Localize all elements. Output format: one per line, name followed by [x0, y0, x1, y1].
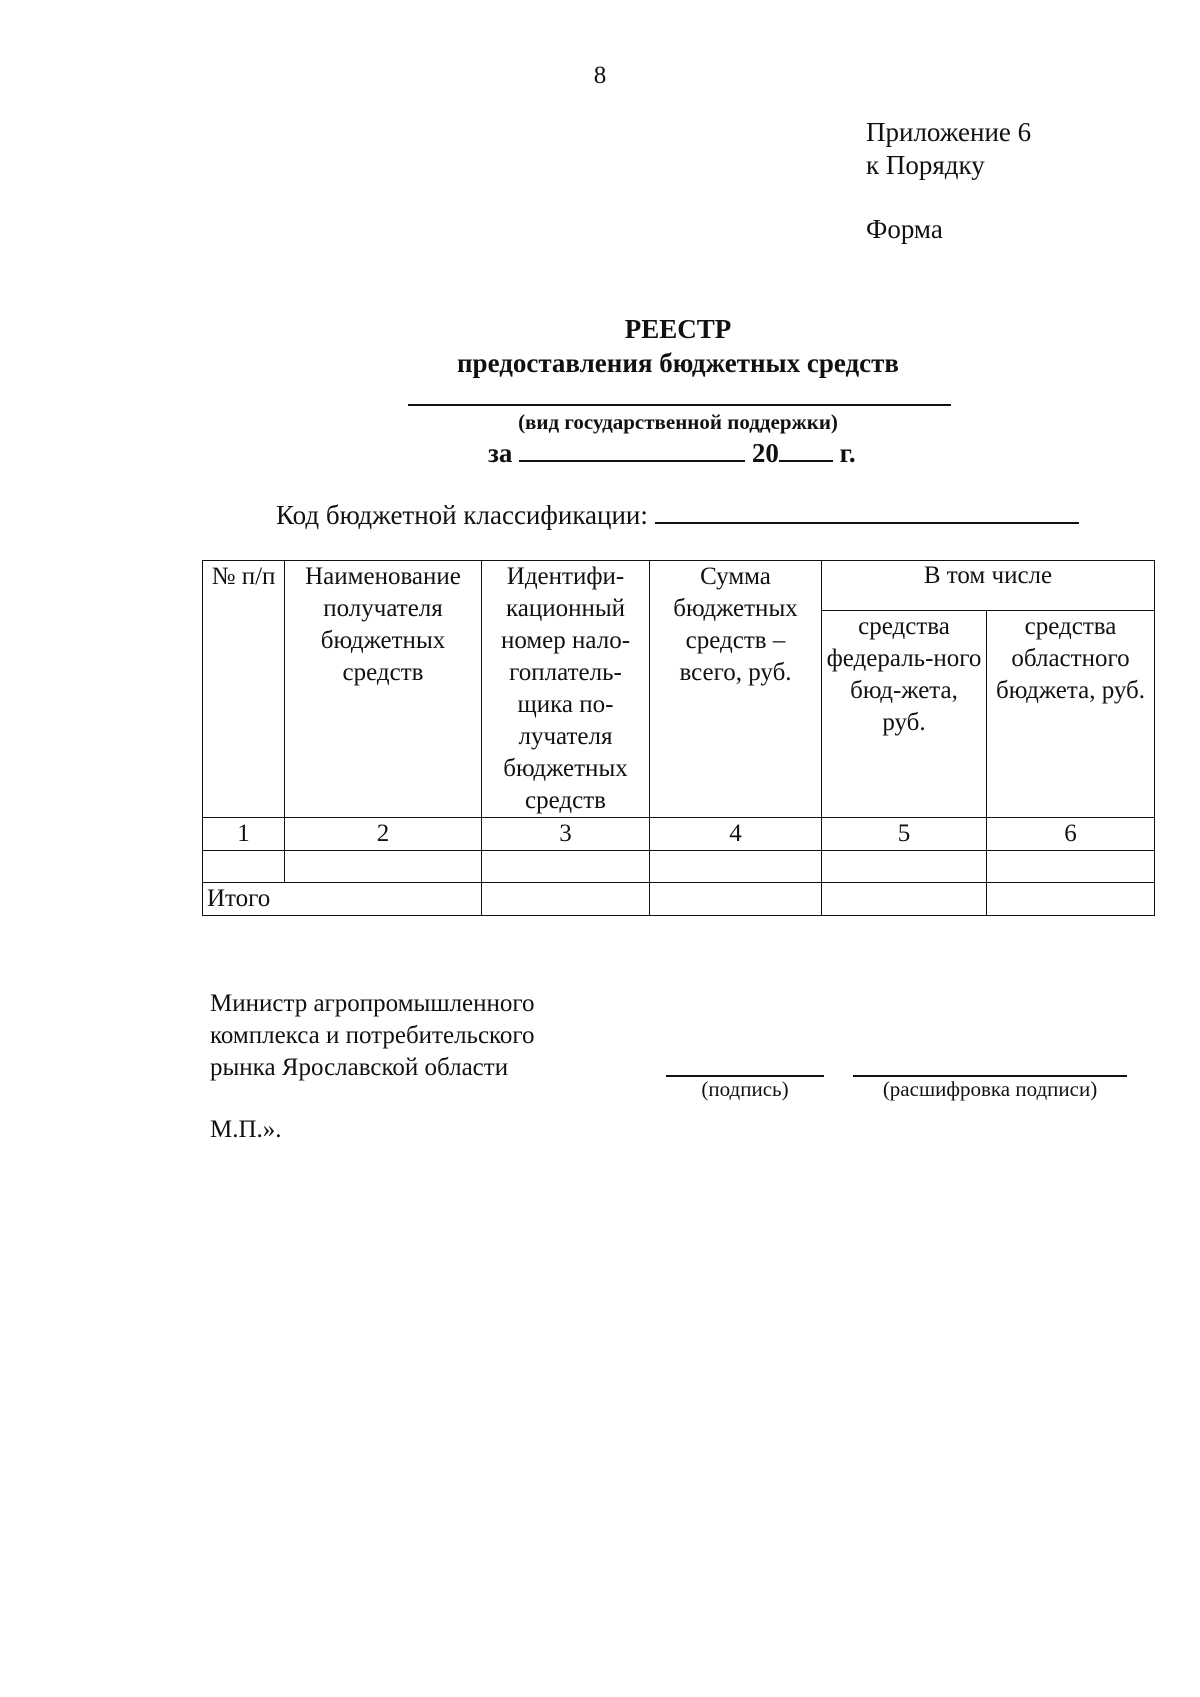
total-label: Итого: [203, 883, 482, 916]
table-cell: [987, 883, 1155, 916]
signature-caption: (подпись): [701, 1077, 789, 1101]
table-row: [203, 851, 1155, 883]
signatory-line-1: Министр агропромышленного: [210, 990, 535, 1017]
table-header-row: [203, 561, 1155, 611]
column-number: 2: [285, 818, 482, 851]
header-num: № п/п: [203, 561, 285, 818]
registry-table: [202, 560, 1155, 916]
period-blank: [519, 438, 745, 462]
column-number: 4: [650, 818, 822, 851]
table-cell: [482, 883, 650, 916]
header-recipient-name: Наименование получателя бюджетных средств: [285, 561, 482, 818]
table-column-numbers-row: [203, 818, 1155, 851]
table-cell: [987, 851, 1155, 883]
signature-decode-caption: (расшифровка подписи): [882, 1077, 1098, 1101]
budget-classification-line: [276, 500, 1079, 531]
support-type-caption: (вид государственной поддержки): [518, 410, 838, 434]
appendix-line-1: Приложение 6: [866, 117, 1032, 147]
table-cell: [203, 851, 285, 883]
title-subtitle: предоставления бюджетных средств: [457, 348, 899, 378]
period-year-prefix: 20: [751, 438, 779, 468]
table-total-row: [203, 883, 1155, 916]
support-type-blank-line: [408, 404, 951, 406]
table-cell: [650, 851, 822, 883]
table-cell: [285, 851, 482, 883]
signatory-line-2: комплекса и потребительского: [210, 1022, 535, 1049]
appendix-line-2: к Порядку: [866, 150, 985, 180]
signatory-line-3: рынка Ярославской области: [210, 1054, 509, 1081]
period-line: [488, 438, 856, 469]
period-prefix: за: [488, 438, 513, 468]
period-suffix: г.: [839, 438, 856, 468]
page-number: 8: [593, 62, 607, 89]
table-cell: [822, 851, 987, 883]
table-cell: [822, 883, 987, 916]
header-total: Сумма бюджетных средств – всего, руб.: [650, 561, 822, 818]
column-number: 6: [987, 818, 1155, 851]
header-including: В том числе: [822, 561, 1155, 611]
title-main: РЕЕСТР: [624, 314, 732, 344]
stamp-label: М.П.».: [210, 1116, 282, 1143]
signatory-title: [210, 988, 535, 1084]
column-number: 5: [822, 818, 987, 851]
kbk-blank: [655, 500, 1079, 524]
header-inn: Идентифи-кационный номер нало-гоплатель-щика по-лучателя бюджетных средств: [482, 561, 650, 818]
year-blank: [779, 438, 833, 462]
document-title: [0, 312, 1200, 380]
column-number: 3: [482, 818, 650, 851]
kbk-label: Код бюджетной классификации:: [276, 500, 648, 530]
table-cell: [482, 851, 650, 883]
header-regional: средства областного бюджета, руб.: [987, 610, 1155, 817]
header-federal: средства федераль-ного бюд-жета, руб.: [822, 610, 987, 817]
form-label: Форма: [866, 214, 943, 244]
appendix-reference: [866, 116, 1031, 182]
column-number: 1: [203, 818, 285, 851]
table-cell: [650, 883, 822, 916]
